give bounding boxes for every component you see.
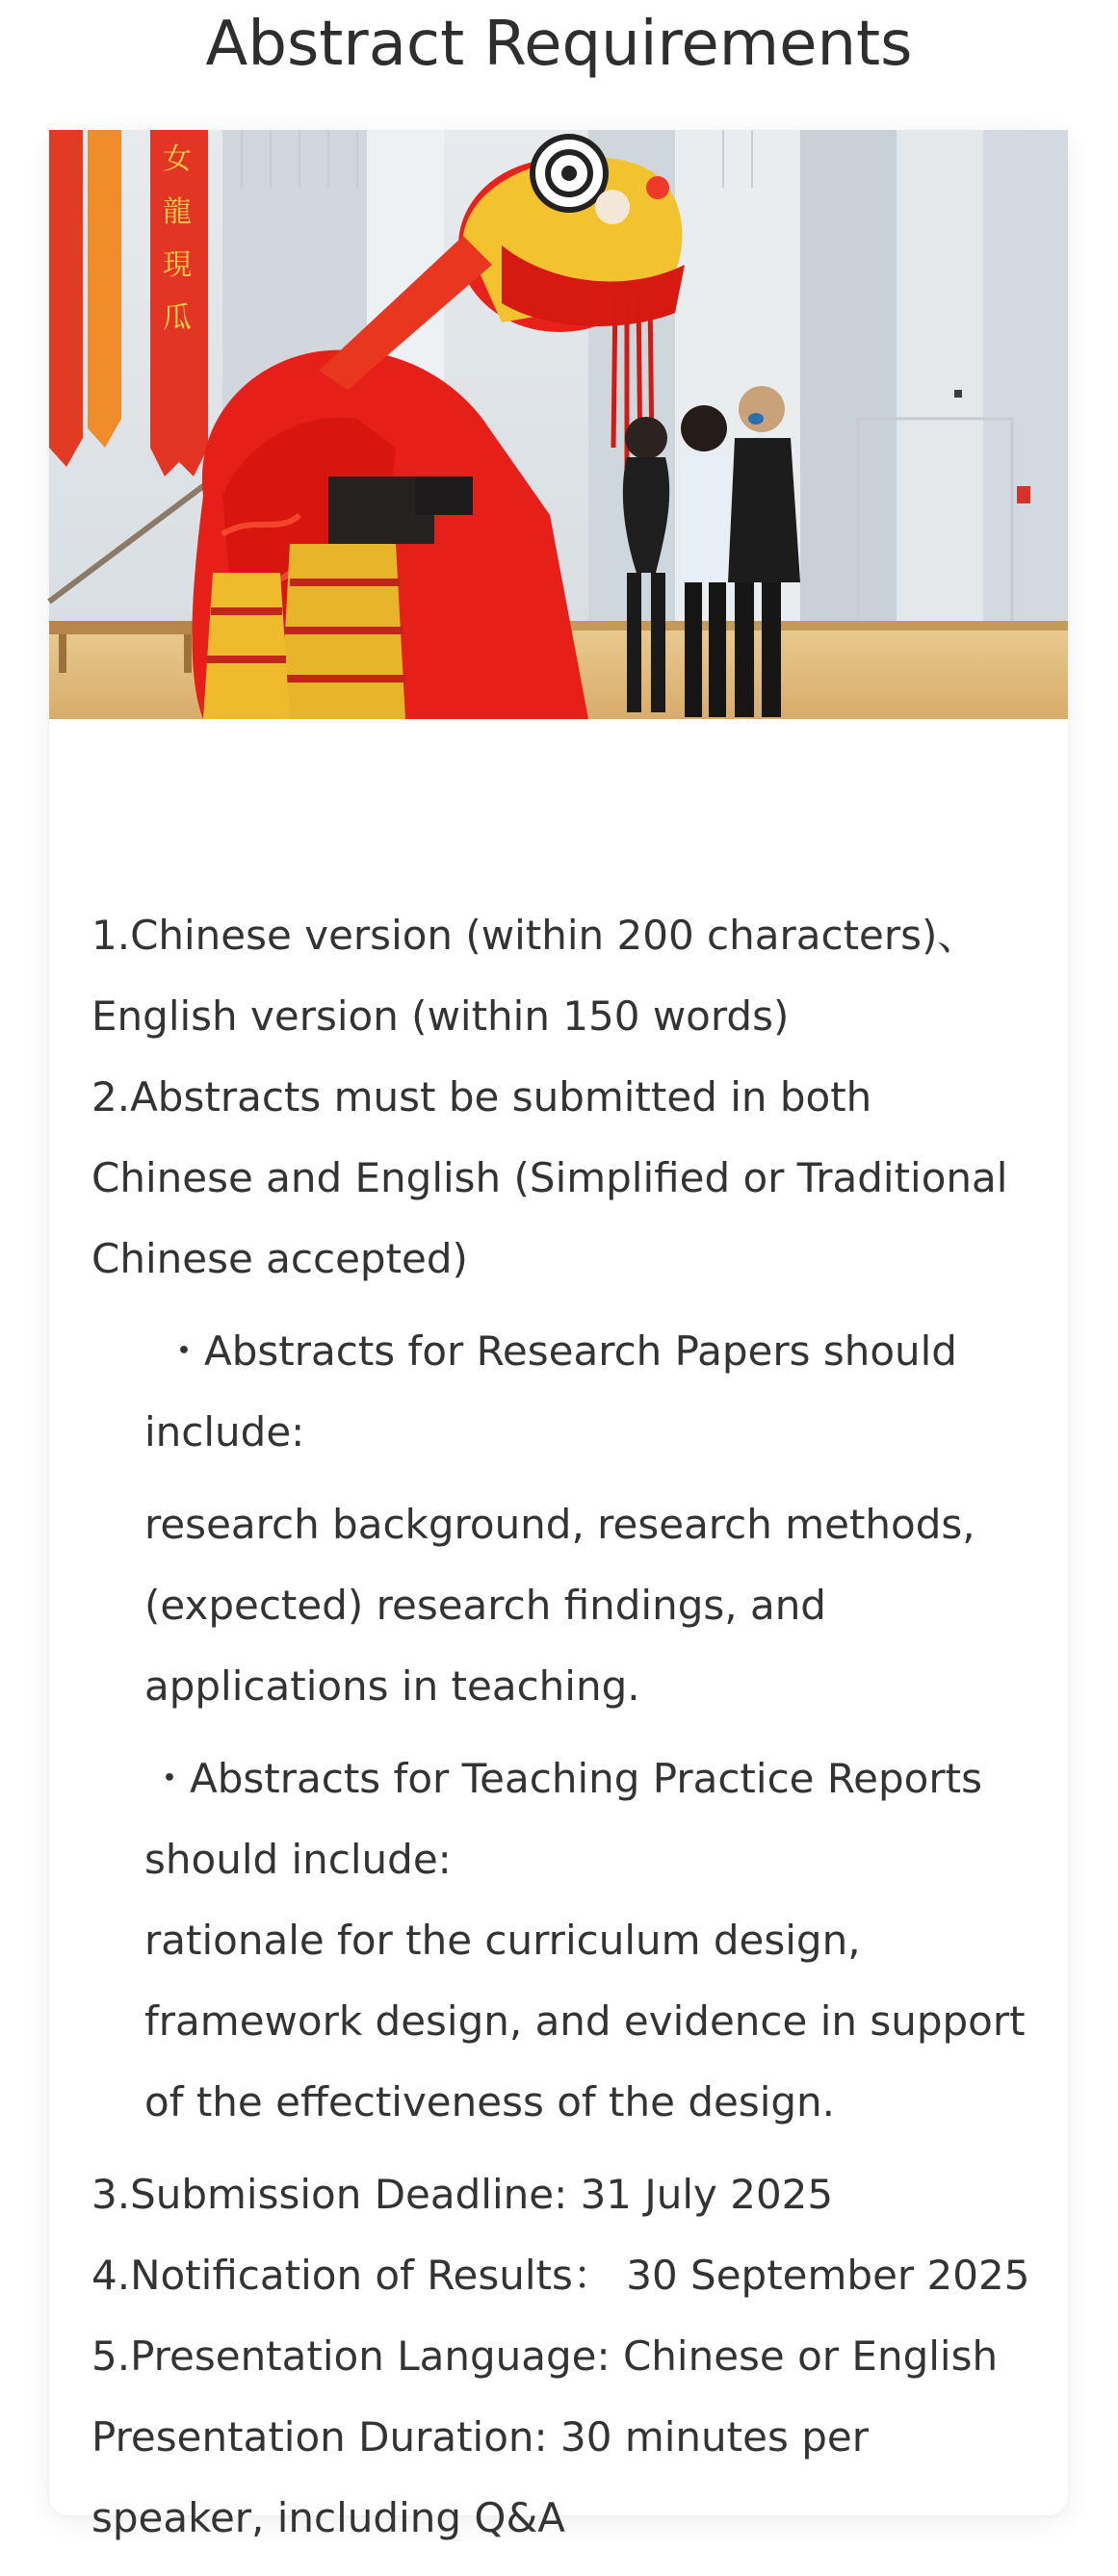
- requirements-content: [91, 895, 1054, 2559]
- item-1-line-2: English version (within 150 words): [91, 992, 790, 1040]
- teaching-reports-heading: ・Abstracts for Teaching Practice Reports: [149, 1755, 982, 1802]
- research-papers-heading: ・Abstracts for Research Papers should: [164, 1327, 957, 1375]
- teaching-reports-body-2: framework design, and evidence in support: [144, 1997, 1026, 2045]
- research-papers-heading-2: include:: [144, 1408, 305, 1455]
- svg-text:瓜: 瓜: [163, 301, 192, 335]
- page-title: Abstract Requirements: [205, 9, 913, 80]
- research-papers-body-2: (expected) research findings, and: [144, 1582, 826, 1629]
- presentation-language: 5.Presentation Language: Chinese or English: [91, 2332, 999, 2380]
- item-2-line-1: 2.Abstracts must be submitted in both: [91, 1073, 872, 1121]
- presentation-duration-line-1: Presentation Duration: 30 minutes per: [91, 2413, 869, 2460]
- item-1-line-1: 1.Chinese version (within 200 characters)、: [91, 912, 978, 959]
- lion-dance-photo: [49, 130, 1068, 719]
- teaching-reports-block: [91, 1739, 1054, 2143]
- deadline-block: [91, 2154, 1054, 2559]
- notification-of-results: 4.Notification of Results： 30 September 2025: [91, 2252, 1030, 2299]
- svg-text:龍: 龍: [163, 195, 192, 229]
- research-papers-body-3: applications in teaching.: [144, 1662, 640, 1710]
- teaching-reports-heading-2: should include:: [144, 1836, 452, 1883]
- presentation-duration-line-2: speaker, including Q&A: [91, 2494, 565, 2541]
- teaching-reports-body-1: rationale for the curriculum design,: [144, 1917, 861, 1964]
- content-card: [49, 130, 1068, 2541]
- submission-deadline: 3.Submission Deadline: 31 July 2025: [91, 2171, 834, 2218]
- svg-text:現: 現: [163, 248, 192, 282]
- research-papers-block: [91, 1311, 1054, 1727]
- svg-text:女: 女: [163, 142, 192, 176]
- research-papers-body-1: research background, research methods,: [144, 1501, 975, 1548]
- item-2-line-3: Chinese accepted): [91, 1235, 468, 1282]
- item-2-line-2: Chinese and English (Simplified or Traditional: [91, 1154, 1008, 1201]
- teaching-reports-body-3: of the effectiveness of the design.: [144, 2078, 836, 2125]
